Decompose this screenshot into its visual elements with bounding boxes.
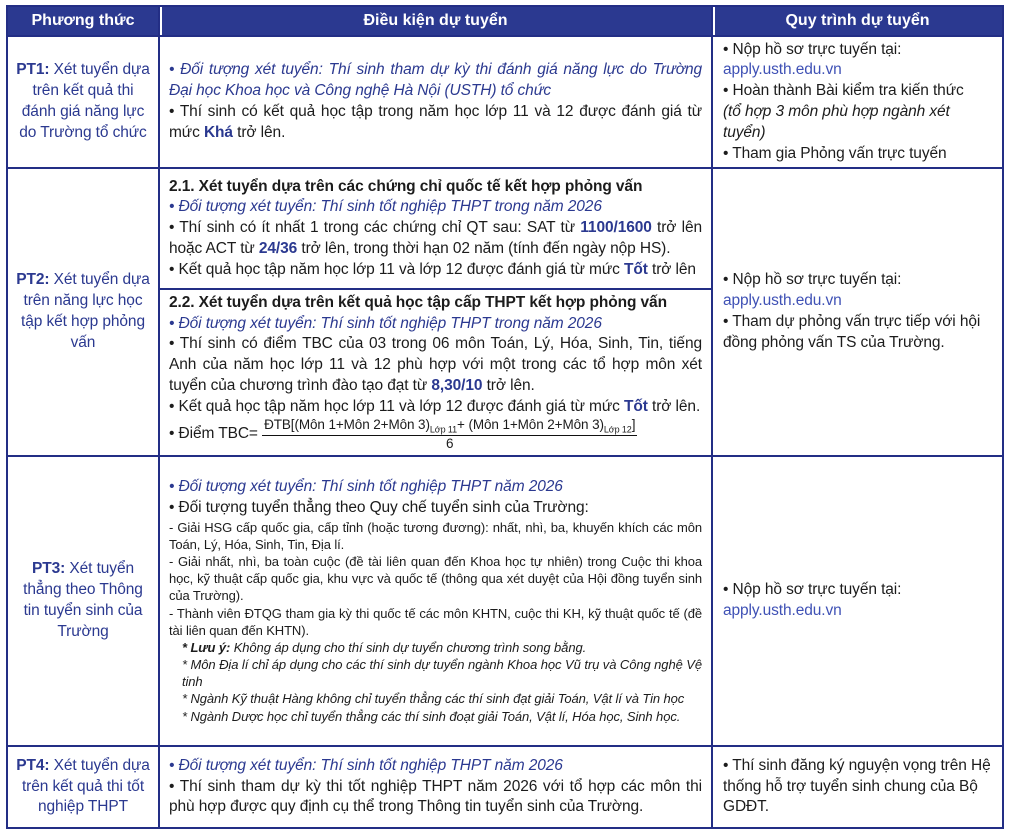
text-line (723, 601, 992, 622)
text-line (723, 756, 992, 818)
text-line (169, 314, 702, 335)
pt2-subsection-2-1 (160, 169, 711, 288)
text-line (723, 291, 992, 312)
text-segment: Xét tuyển dựa trên kết quả thi tốt nghiệp THPT (21, 756, 150, 816)
text-segment: - Giải nhất, nhì, ba toàn cuộc (đề tài liên quan đến Khoa học tự nhiên) trong Cuộc thi khoa học, kỹ thuật cấp quốc gia, khu vực và quốc tế (thông qua xét duyệt của Hội đồng tuyển sinh của Trường). (169, 554, 702, 604)
text-segment: • Thí sinh tham dự kỳ thi tốt nghiệp THPT năm 2026 với tổ hợp các môn thi phù hợp được quy định cụ thể trong Thông tin tuyển sinh của Trường. (169, 777, 702, 816)
pt1-method-cell (8, 37, 160, 169)
text-segment: Xét tuyển dựa trên năng lực học tập kết hợp phỏng vấn (21, 271, 150, 351)
formula-num-part1: ĐTB[(Môn 1+Môn 2+Môn 3) (264, 417, 430, 433)
text-line (723, 40, 992, 61)
pt2-subsection-2-2 (160, 288, 711, 455)
text-segment: 2.1. Xét tuyển dựa trên các chứng chỉ quốc tế kết hợp phỏng vấn (169, 177, 643, 195)
text-segment: (tổ hợp 3 môn phù hợp ngành xét tuyển) (723, 103, 950, 141)
text-line (169, 397, 702, 418)
text-line (169, 690, 702, 707)
text-segment: * Ngành Dược học chỉ tuyển thẳng các thí sinh đoạt giải Toán, Vật lí, Hóa học, Sinh học. (182, 708, 681, 724)
text-segment: - Thành viên ĐTQG tham gia kỳ thi quốc tế các môn KHTN, cuộc thi KH, kỹ thuật quốc tế (đề tài liên quan đến KHTN). (169, 605, 702, 638)
pt4-process-cell (713, 747, 1002, 827)
text-segment: • Thí sinh có kết quả học tập trong năm học lớp 11 và 12 được đánh giá từ mức (169, 103, 702, 141)
text-segment: • Đối tượng xét tuyển: Thí sinh tốt nghiệp THPT năm 2026 (169, 756, 563, 774)
formula-fraction (262, 417, 637, 452)
pt3-conditions-cell (160, 457, 713, 747)
text-segment: • Kết quả học tập năm học lớp 11 và lớp 12 được đánh giá từ mức (169, 397, 624, 415)
text-line (169, 553, 702, 604)
formula-subscript-grade12: Lớp 12 (603, 425, 632, 436)
text-segment: Tốt (624, 260, 648, 278)
text-line (169, 519, 702, 553)
text-segment: trở lên. (482, 376, 535, 394)
text-segment: • Đối tượng tuyển thẳng theo Quy chế tuyển sinh của Trường: (169, 499, 589, 517)
text-segment: • Đối tượng xét tuyển: Thí sinh tốt nghiệp THPT năm 2026 (169, 478, 563, 496)
pt1-process-cell (713, 37, 1002, 169)
formula-numerator (262, 417, 637, 436)
formula-num-part3: ] (631, 417, 636, 433)
pt2-method-cell (8, 169, 160, 457)
text-line (169, 102, 702, 144)
text-segment: • Tham dự phỏng vấn trực tiếp với hội đồng phỏng vấn TS của Trường. (723, 313, 981, 351)
formula-denominator: 6 (446, 436, 454, 452)
text-segment: • Đối tượng xét tuyển: Thí sinh tham dự kỳ thi đánh giá năng lực do Trường Đại học Khoa học và Công nghệ Hà Nội (USTH) tổ chức (169, 61, 702, 100)
text-segment: Xét tuyển thẳng theo Thông tin tuyển sinh của Trường (23, 560, 143, 640)
text-line (169, 708, 702, 725)
text-segment: • Nộp hồ sơ trực tuyến tại: (723, 581, 902, 599)
text-segment: Tốt (624, 397, 648, 415)
text-segment: PT2: (16, 271, 50, 289)
text-segment: 8,30/10 (431, 376, 483, 394)
text-segment: • Nộp hồ sơ trực tuyến tại: (723, 271, 902, 289)
text-line (14, 270, 152, 353)
text-segment: • Thí sinh đăng ký nguyện vọng trên Hệ thống hỗ trợ tuyển sinh chung của Bộ GDĐT. (723, 756, 991, 816)
text-line (169, 477, 702, 498)
text-line (723, 144, 992, 165)
pt3-method-cell (8, 457, 160, 747)
text-line (14, 559, 152, 642)
text-segment: * Môn Địa lí chỉ áp dụng cho các thí sinh dự tuyển ngành Khoa học Vũ trụ và Công nghệ Vệ tinh (182, 657, 702, 690)
text-segment: Xét tuyển dựa trên kết quả thi đánh giá năng lực do Trường tổ chức (19, 61, 150, 141)
pt4-conditions-cell (160, 747, 713, 827)
text-line (169, 197, 702, 218)
text-segment: 2.2. Xét tuyển dựa trên kết quả học tập cấp THPT kết hợp phỏng vấn (169, 293, 667, 311)
header-conditions-column: Điều kiện dự tuyển (160, 7, 713, 37)
text-segment: trở lên. (647, 397, 701, 415)
text-line (169, 656, 702, 690)
text-segment: 24/36 (258, 239, 298, 257)
text-line (723, 580, 992, 601)
text-line (169, 177, 702, 198)
text-line (723, 312, 992, 354)
apply-link[interactable]: apply.usth.edu.vn (723, 61, 842, 79)
text-segment: PT1: (16, 61, 50, 79)
admission-methods-table (6, 5, 1004, 829)
text-segment: - Giải HSG cấp quốc gia, cấp tỉnh (hoặc tương đương): nhất, nhì, ba, khuyến khích các môn Toán, Lý, Hóa, Sinh, Tin, Địa lí. (169, 519, 702, 552)
text-segment: * Ngành Kỹ thuật Hàng không chỉ tuyển thẳng các thí sinh đạt giải Toán, Vật lí và Tin học (182, 691, 685, 707)
text-line (723, 102, 992, 144)
text-segment: • Nộp hồ sơ trực tuyến tại: (723, 40, 902, 58)
text-segment: trở lên (647, 260, 696, 278)
formula-num-part2: + (Môn 1+Môn 2+Môn 3) (457, 417, 604, 433)
pt1-conditions-cell (160, 37, 713, 169)
text-line (169, 605, 702, 639)
text-segment: * Lưu ý: (182, 639, 231, 655)
text-line (723, 270, 992, 291)
pt4-method-cell (8, 747, 160, 827)
formula-subscript-grade11: Lớp 11 (429, 425, 458, 436)
text-line (169, 293, 702, 314)
text-line (14, 60, 152, 143)
text-segment: • Hoàn thành Bài kiểm tra kiến thức (723, 82, 964, 100)
pt2-process-cell (713, 169, 1002, 457)
text-line (169, 334, 702, 396)
text-line (723, 60, 992, 81)
text-line (169, 639, 702, 656)
text-segment: Không áp dụng cho thí sinh dự tuyển chương trình song bằng. (230, 639, 587, 655)
formula-label: • Điểm TBC= (169, 425, 263, 443)
text-line (723, 81, 992, 102)
text-segment: • Thí sinh có điểm TBC của 03 trong 06 môn Toán, Lý, Hóa, Sinh, Tin, tiếng Anh của năm học lớp 11 và 12 phù hợp với một trong các tổ hợp môn xét tuyển của chương trình đào tạo đạt từ (169, 335, 702, 394)
text-line (169, 498, 702, 519)
apply-link[interactable]: apply.usth.edu.vn (723, 292, 842, 310)
apply-link[interactable]: apply.usth.edu.vn (723, 602, 842, 619)
text-line (169, 260, 702, 281)
text-line (169, 756, 702, 777)
text-segment: • Kết quả học tập năm học lớp 11 và lớp 12 được đánh giá từ mức (169, 260, 624, 278)
text-line (169, 60, 702, 102)
text-segment: trở lên, trong thời hạn 02 năm (tính đến ngày nộp HS). (297, 239, 671, 257)
text-segment: • Tham gia Phỏng vấn trực tuyến (723, 144, 947, 162)
pt3-process-cell (713, 457, 1002, 747)
header-process-column: Quy trình dự tuyển (713, 7, 1002, 37)
tbc-formula (169, 417, 702, 452)
text-segment: trở lên hoặc ACT từ (169, 219, 702, 257)
text-line (169, 777, 702, 819)
header-method-column: Phương thức (8, 7, 160, 37)
text-segment: trở lên. (232, 123, 286, 141)
text-segment: Khá (203, 123, 233, 141)
pt2-subsection-2-2-text (169, 293, 702, 418)
text-segment: PT4: (16, 756, 50, 774)
text-segment: • Thí sinh có ít nhất 1 trong các chứng chỉ QT sau: SAT từ (169, 219, 581, 237)
text-segment: • Đối tượng xét tuyển: Thí sinh tốt nghiệp THPT trong năm 2026 (169, 314, 602, 332)
pt2-conditions-cell (160, 169, 713, 457)
text-segment: PT3: (32, 560, 66, 578)
text-line (169, 218, 702, 260)
text-segment: • Đối tượng xét tuyển: Thí sinh tốt nghiệp THPT trong năm 2026 (169, 198, 602, 216)
text-line (14, 756, 152, 818)
text-segment: 1100/1600 (580, 219, 652, 237)
